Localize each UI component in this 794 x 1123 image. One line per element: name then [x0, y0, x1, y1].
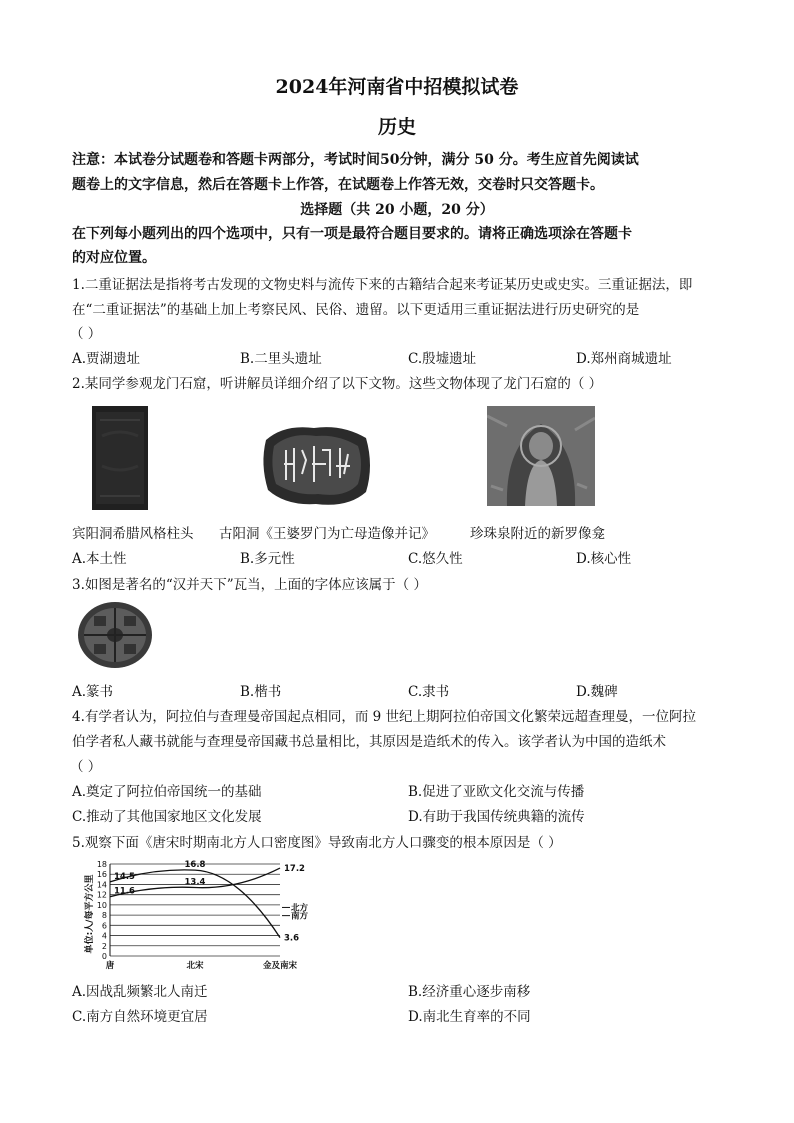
- q5-option-d: D.南北生育率的不同: [408, 1009, 531, 1025]
- chart-data-label: 3.6: [284, 933, 300, 944]
- chart-ytick-label: 8: [101, 911, 107, 921]
- chart-ytick-label: 14: [96, 880, 107, 890]
- han-roof-tile-photo: [76, 600, 154, 670]
- q1-stem-line-1: 1.二重证据法是指将考古发现的文物史料与流传下来的古籍结合起来考证某历史或史实。三重证据法，即: [72, 277, 693, 293]
- subject-title: 历史: [377, 116, 416, 138]
- chart-ytick-label: 10: [96, 900, 107, 910]
- chart-ytick-label: 18: [96, 860, 107, 869]
- q2-option-a: A.本土性: [72, 551, 127, 567]
- chart-ytick-label: 2: [101, 941, 107, 951]
- section-instruction-1: 在下列每小题列出的四个选项中，只有一项是最符合题目要求的。请将正确选项涂在答题卡: [72, 226, 632, 242]
- chart-data-label: 14.5: [114, 871, 135, 882]
- silla-buddha-niche-photo: [487, 406, 595, 506]
- notice-line-1: 注意：本试卷分试题卷和答题卡两部分，考试时间50分钟，满分 50 分。考生应首先阅读试: [72, 152, 639, 168]
- chart-ytick-label: 0: [101, 952, 107, 961]
- q5-option-b: B.经济重心逐步南移: [408, 984, 531, 1000]
- q4-stem-line-1: 4.有学者认为，阿拉伯与查理曼帝国起点相同，而 9 世纪上期阿拉伯帝国文化繁荣远超查理曼，一位阿拉: [72, 709, 697, 725]
- chart-ytick-label: 12: [96, 890, 107, 900]
- q1-option-d: D.郑州商城遗址: [576, 351, 672, 367]
- q4-option-b: B.促进了亚欧文化交流与传播: [408, 784, 585, 800]
- chart-ytick-label: 4: [101, 931, 107, 941]
- chart-legend-label: 北方: [291, 903, 309, 914]
- q4-answer-blank: （ ）: [70, 759, 102, 775]
- q4-option-d: D.有助于我国传统典籍的流传: [408, 809, 585, 825]
- q1-option-c: C.殷墟遗址: [408, 351, 477, 367]
- q4-option-c: C.推动了其他国家地区文化发展: [72, 809, 262, 825]
- chart-data-label: 13.4: [184, 877, 206, 888]
- chart-data-label: 11.6: [114, 886, 135, 897]
- section-instruction-2: 的对应位置。: [72, 250, 156, 266]
- q1-answer-blank: （ ）: [70, 326, 102, 342]
- q2-caption-3: 珍珠泉附近的新罗像龛: [470, 526, 605, 542]
- q2-caption-2: 古阳洞《王婆罗门为亡母造像并记》: [219, 526, 435, 542]
- chart-legend-label: 南方: [291, 911, 309, 922]
- q4-stem-line-2: 伯学者私人藏书就能与查理曼帝国藏书总量相比，其原因是造纸术的传入。该学者认为中国的造纸术: [72, 734, 666, 750]
- population-density-chart: [80, 856, 320, 978]
- q2-option-b: B.多元性: [240, 551, 295, 567]
- chart-ytick-label: 6: [101, 921, 107, 931]
- q1-option-a: A.贾湖遗址: [72, 351, 141, 367]
- section-title: 选择题（共 20 小题，20 分）: [300, 202, 494, 218]
- exam-title: 2024年河南省中招模拟试卷: [275, 76, 519, 98]
- q5-option-a: A.因战乱频繁北人南迁: [72, 984, 208, 1000]
- q3-option-d: D.魏碑: [576, 684, 618, 700]
- chart-xtick-label: 北宋: [186, 961, 204, 971]
- notice-line-2: 题卷上的文字信息，然后在答题卡上作答，在试题卷上作答无效，交卷时只交答题卡。: [72, 177, 604, 193]
- q4-option-a: A.奠定了阿拉伯帝国统一的基础: [72, 784, 262, 800]
- chart-ylabel: 单位:人/每平方公里: [85, 874, 95, 954]
- q3-option-c: C.隶书: [408, 684, 450, 700]
- q3-option-b: B.楷书: [240, 684, 282, 700]
- q2-option-c: C.悠久性: [408, 551, 463, 567]
- q3-stem: 3.如图是著名的“汉并天下”瓦当，上面的字体应该属于（ ）: [72, 577, 427, 593]
- q5-stem: 5.观察下面《唐宋时期南北方人口密度图》导致南北方人口骤变的根本原因是（ ）: [72, 835, 562, 851]
- chart-ytick-label: 16: [96, 870, 107, 880]
- q1-option-b: B.二里头遗址: [240, 351, 322, 367]
- q1-stem-line-2: 在“二重证据法”的基础上加上考察民风、民俗、遗留。以下更适用三重证据法进行历史研究的是: [72, 302, 640, 318]
- greek-column-capital-photo: [92, 406, 148, 510]
- q3-option-a: A.篆书: [72, 684, 114, 700]
- chart-xtick-label: 金及南宋: [262, 961, 298, 971]
- q5-option-c: C.南方自然环境更宜居: [72, 1009, 208, 1025]
- q2-option-d: D.核心性: [576, 551, 632, 567]
- chart-xtick-label: 唐: [105, 961, 115, 971]
- inscription-rubbing-photo: [256, 420, 376, 512]
- q2-caption-1: 宾阳洞希腊风格柱头: [72, 526, 194, 542]
- q2-stem: 2.某同学参观龙门石窟，听讲解员详细介绍了以下文物。这些文物体现了龙门石窟的（ ）: [72, 376, 603, 392]
- chart-data-label: 16.8: [184, 860, 206, 871]
- chart-data-label: 17.2: [284, 864, 305, 875]
